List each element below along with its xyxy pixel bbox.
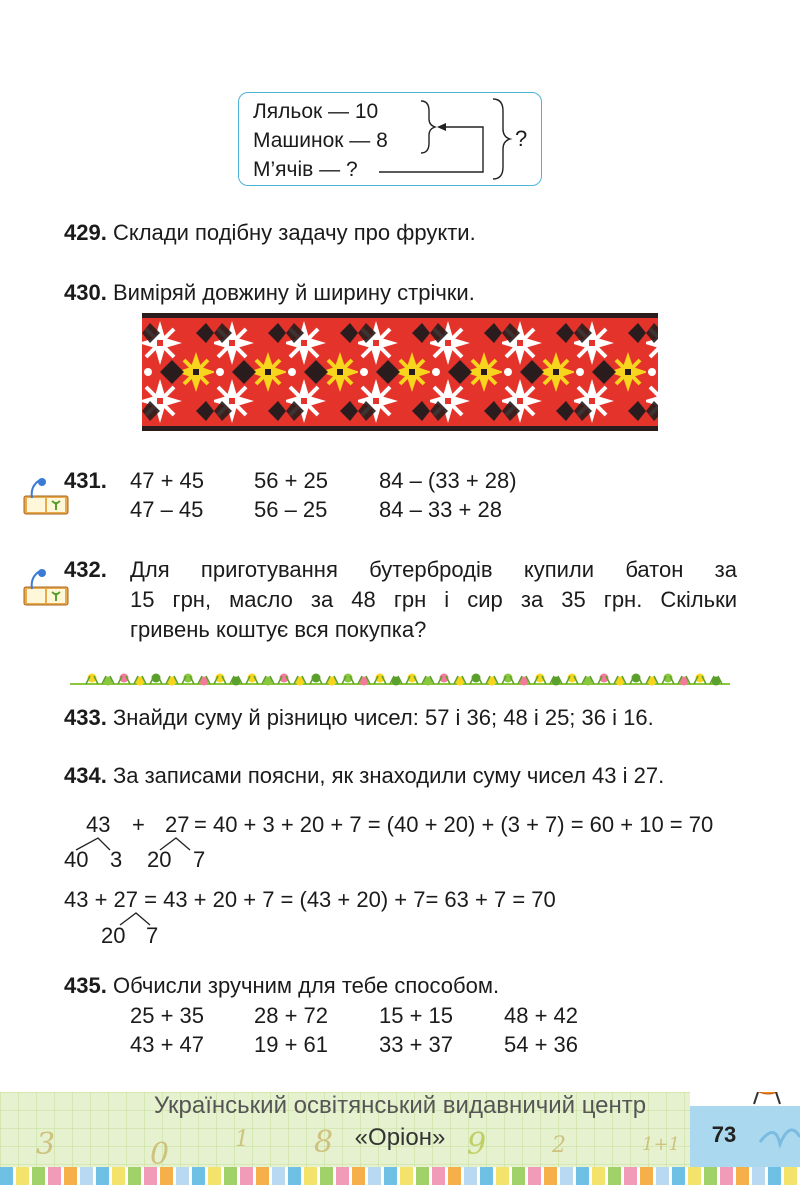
task-number: 435. — [64, 973, 107, 998]
footer-stripe — [352, 1167, 365, 1185]
deco-digit: 1 — [235, 1127, 249, 1152]
expression: 43 + 47 — [130, 1032, 205, 1057]
scheme-box — [238, 92, 542, 186]
expression: 56 + 25 — [254, 468, 329, 493]
deco-digit: 8 — [314, 1125, 334, 1160]
footer-stripe — [672, 1167, 685, 1185]
ex1-a1: 40 — [64, 847, 89, 872]
task-text-line: Для приготування бутербродів купили батон за — [130, 557, 737, 582]
footer-stripe — [544, 1167, 557, 1185]
expression: 84 – (33 + 28) — [379, 468, 517, 493]
scheme-question: ? — [515, 126, 528, 151]
task-text: Склади подібну задачу про фрукти. — [112, 220, 476, 245]
footer-stripe — [128, 1167, 141, 1185]
footer-stripe — [336, 1167, 349, 1185]
footer-stripe — [272, 1167, 285, 1185]
footer-stripe — [208, 1167, 221, 1185]
footer-stripe — [720, 1167, 733, 1185]
ex1-rest: = 40 + 3 + 20 + 7 = (40 + 20) + (3 + 7) = 60 + 10 = 70 — [194, 812, 714, 837]
footer-stripe — [304, 1167, 317, 1185]
workbook-icon — [22, 567, 70, 607]
ex1-a: 43 — [86, 812, 111, 837]
footer-stripe — [16, 1167, 29, 1185]
task-431 — [64, 466, 107, 496]
footer-stripe — [736, 1167, 749, 1185]
workbook-icon — [22, 476, 70, 516]
footer-stripe — [576, 1167, 589, 1185]
task-number: 431. — [64, 468, 107, 493]
footer-stripe — [624, 1167, 637, 1185]
footer-stripe — [176, 1167, 189, 1185]
flower-border-decoration — [62, 664, 738, 690]
task-435 — [64, 971, 499, 1001]
footer-stripe — [592, 1167, 605, 1185]
deco-digit: 0 — [150, 1137, 170, 1172]
expression: 15 + 15 — [379, 1003, 454, 1028]
expression: 19 + 61 — [254, 1032, 329, 1057]
task-432-text — [130, 555, 737, 645]
footer-stripe — [432, 1167, 445, 1185]
task-text-line: гривень коштує вся покупка? — [130, 617, 427, 642]
footer-stripe — [288, 1167, 301, 1185]
task-433 — [64, 703, 654, 733]
footer-stripe — [0, 1167, 13, 1185]
task-text: За записами поясни, як знаходили суму чисел 43 і 27. — [112, 763, 665, 788]
footer-stripe — [96, 1167, 109, 1185]
footer-stripe — [400, 1167, 413, 1185]
footer-stripe — [784, 1167, 797, 1185]
expression: 54 + 36 — [504, 1032, 579, 1057]
scheme-row-cars: Машинок — 8 — [253, 129, 388, 152]
embroidery-ribbon-image — [142, 313, 658, 431]
expression: 47 + 45 — [130, 468, 205, 493]
expression: 28 + 72 — [254, 1003, 329, 1028]
footer-stripe — [512, 1167, 525, 1185]
footer-stripe — [416, 1167, 429, 1185]
task-number: 433. — [64, 705, 107, 730]
footer-stripe — [384, 1167, 397, 1185]
expression: 47 – 45 — [130, 497, 204, 522]
task-number: 434. — [64, 763, 107, 788]
ex1-b1: 20 — [147, 847, 172, 872]
ex2-b: 27 — [113, 887, 139, 912]
footer-stripe — [688, 1167, 701, 1185]
deco-digit: 3 — [36, 1127, 56, 1162]
split-arrows — [70, 836, 210, 852]
ex1-b2: 7 — [193, 847, 206, 872]
task-432 — [64, 555, 107, 585]
task-text: Обчисли зручним для тебе способом. — [112, 973, 500, 998]
footer-stripe — [368, 1167, 381, 1185]
expression: 48 + 42 — [504, 1003, 579, 1028]
task-text-line: 15 грн, масло за 48 грн і сир за 35 грн. Скільки — [130, 587, 737, 612]
publisher-name: Український освітянський видавничий центр — [153, 1092, 647, 1119]
footer-stripe — [48, 1167, 61, 1185]
footer-stripe — [80, 1167, 93, 1185]
publisher-brand: «Оріон» — [354, 1124, 446, 1151]
footer-stripe — [464, 1167, 477, 1185]
deco-digit: 1+1 — [642, 1134, 680, 1155]
footer-stripe — [192, 1167, 205, 1185]
footer-stripe — [320, 1167, 333, 1185]
deco-digit: 2 — [552, 1133, 566, 1158]
footer-stripe — [704, 1167, 717, 1185]
footer-stripe — [640, 1167, 653, 1185]
footer-stripe — [448, 1167, 461, 1185]
ex1-a2: 3 — [110, 847, 123, 872]
ex2-b1: 20 — [101, 923, 126, 948]
footer-stripe — [480, 1167, 493, 1185]
task-430 — [64, 278, 475, 308]
ex2-b2: 7 — [146, 923, 159, 948]
footer-stripe — [496, 1167, 509, 1185]
footer-stripe — [64, 1167, 77, 1185]
footer-stripe — [608, 1167, 621, 1185]
task-429 — [64, 218, 476, 248]
deco-digit: 9 — [467, 1127, 487, 1162]
task-number: 429. — [64, 220, 107, 245]
expression: 25 + 35 — [130, 1003, 205, 1028]
footer-stripe — [656, 1167, 669, 1185]
footer-stripe — [560, 1167, 573, 1185]
footer-stripe — [240, 1167, 253, 1185]
footer-stripe — [752, 1167, 765, 1185]
footer-stripe — [224, 1167, 237, 1185]
ex1-op: + — [132, 812, 145, 837]
task-text: Знайди суму й різницю чисел: 57 і 36; 48 і 25; 36 і 16. — [112, 705, 654, 730]
task-number: 432. — [64, 557, 107, 582]
ex2-left: 43 + — [64, 887, 114, 912]
page-number: 73 — [711, 1122, 737, 1147]
ex2-rest: = 43 + 20 + 7 = (43 + 20) + 7= 63 + 7 = 70 — [138, 887, 556, 912]
scheme-row-dolls: Ляльок — 10 — [253, 100, 379, 123]
scheme-row-balls: М’ячів — ? — [253, 158, 358, 181]
task-text: Виміряй довжину й ширину стрічки. — [112, 280, 475, 305]
expression: 56 – 25 — [254, 497, 328, 522]
task-434 — [64, 761, 664, 791]
ex1-b: 27 — [165, 812, 190, 837]
footer-stripe — [32, 1167, 45, 1185]
footer-stripe — [112, 1167, 125, 1185]
footer-stripe — [528, 1167, 541, 1185]
expression: 84 – 33 + 28 — [379, 497, 502, 522]
expression: 33 + 37 — [379, 1032, 454, 1057]
footer-stripe — [256, 1167, 269, 1185]
task-number: 430. — [64, 280, 107, 305]
footer-stripe — [768, 1167, 781, 1185]
scheme-braces — [239, 93, 541, 185]
